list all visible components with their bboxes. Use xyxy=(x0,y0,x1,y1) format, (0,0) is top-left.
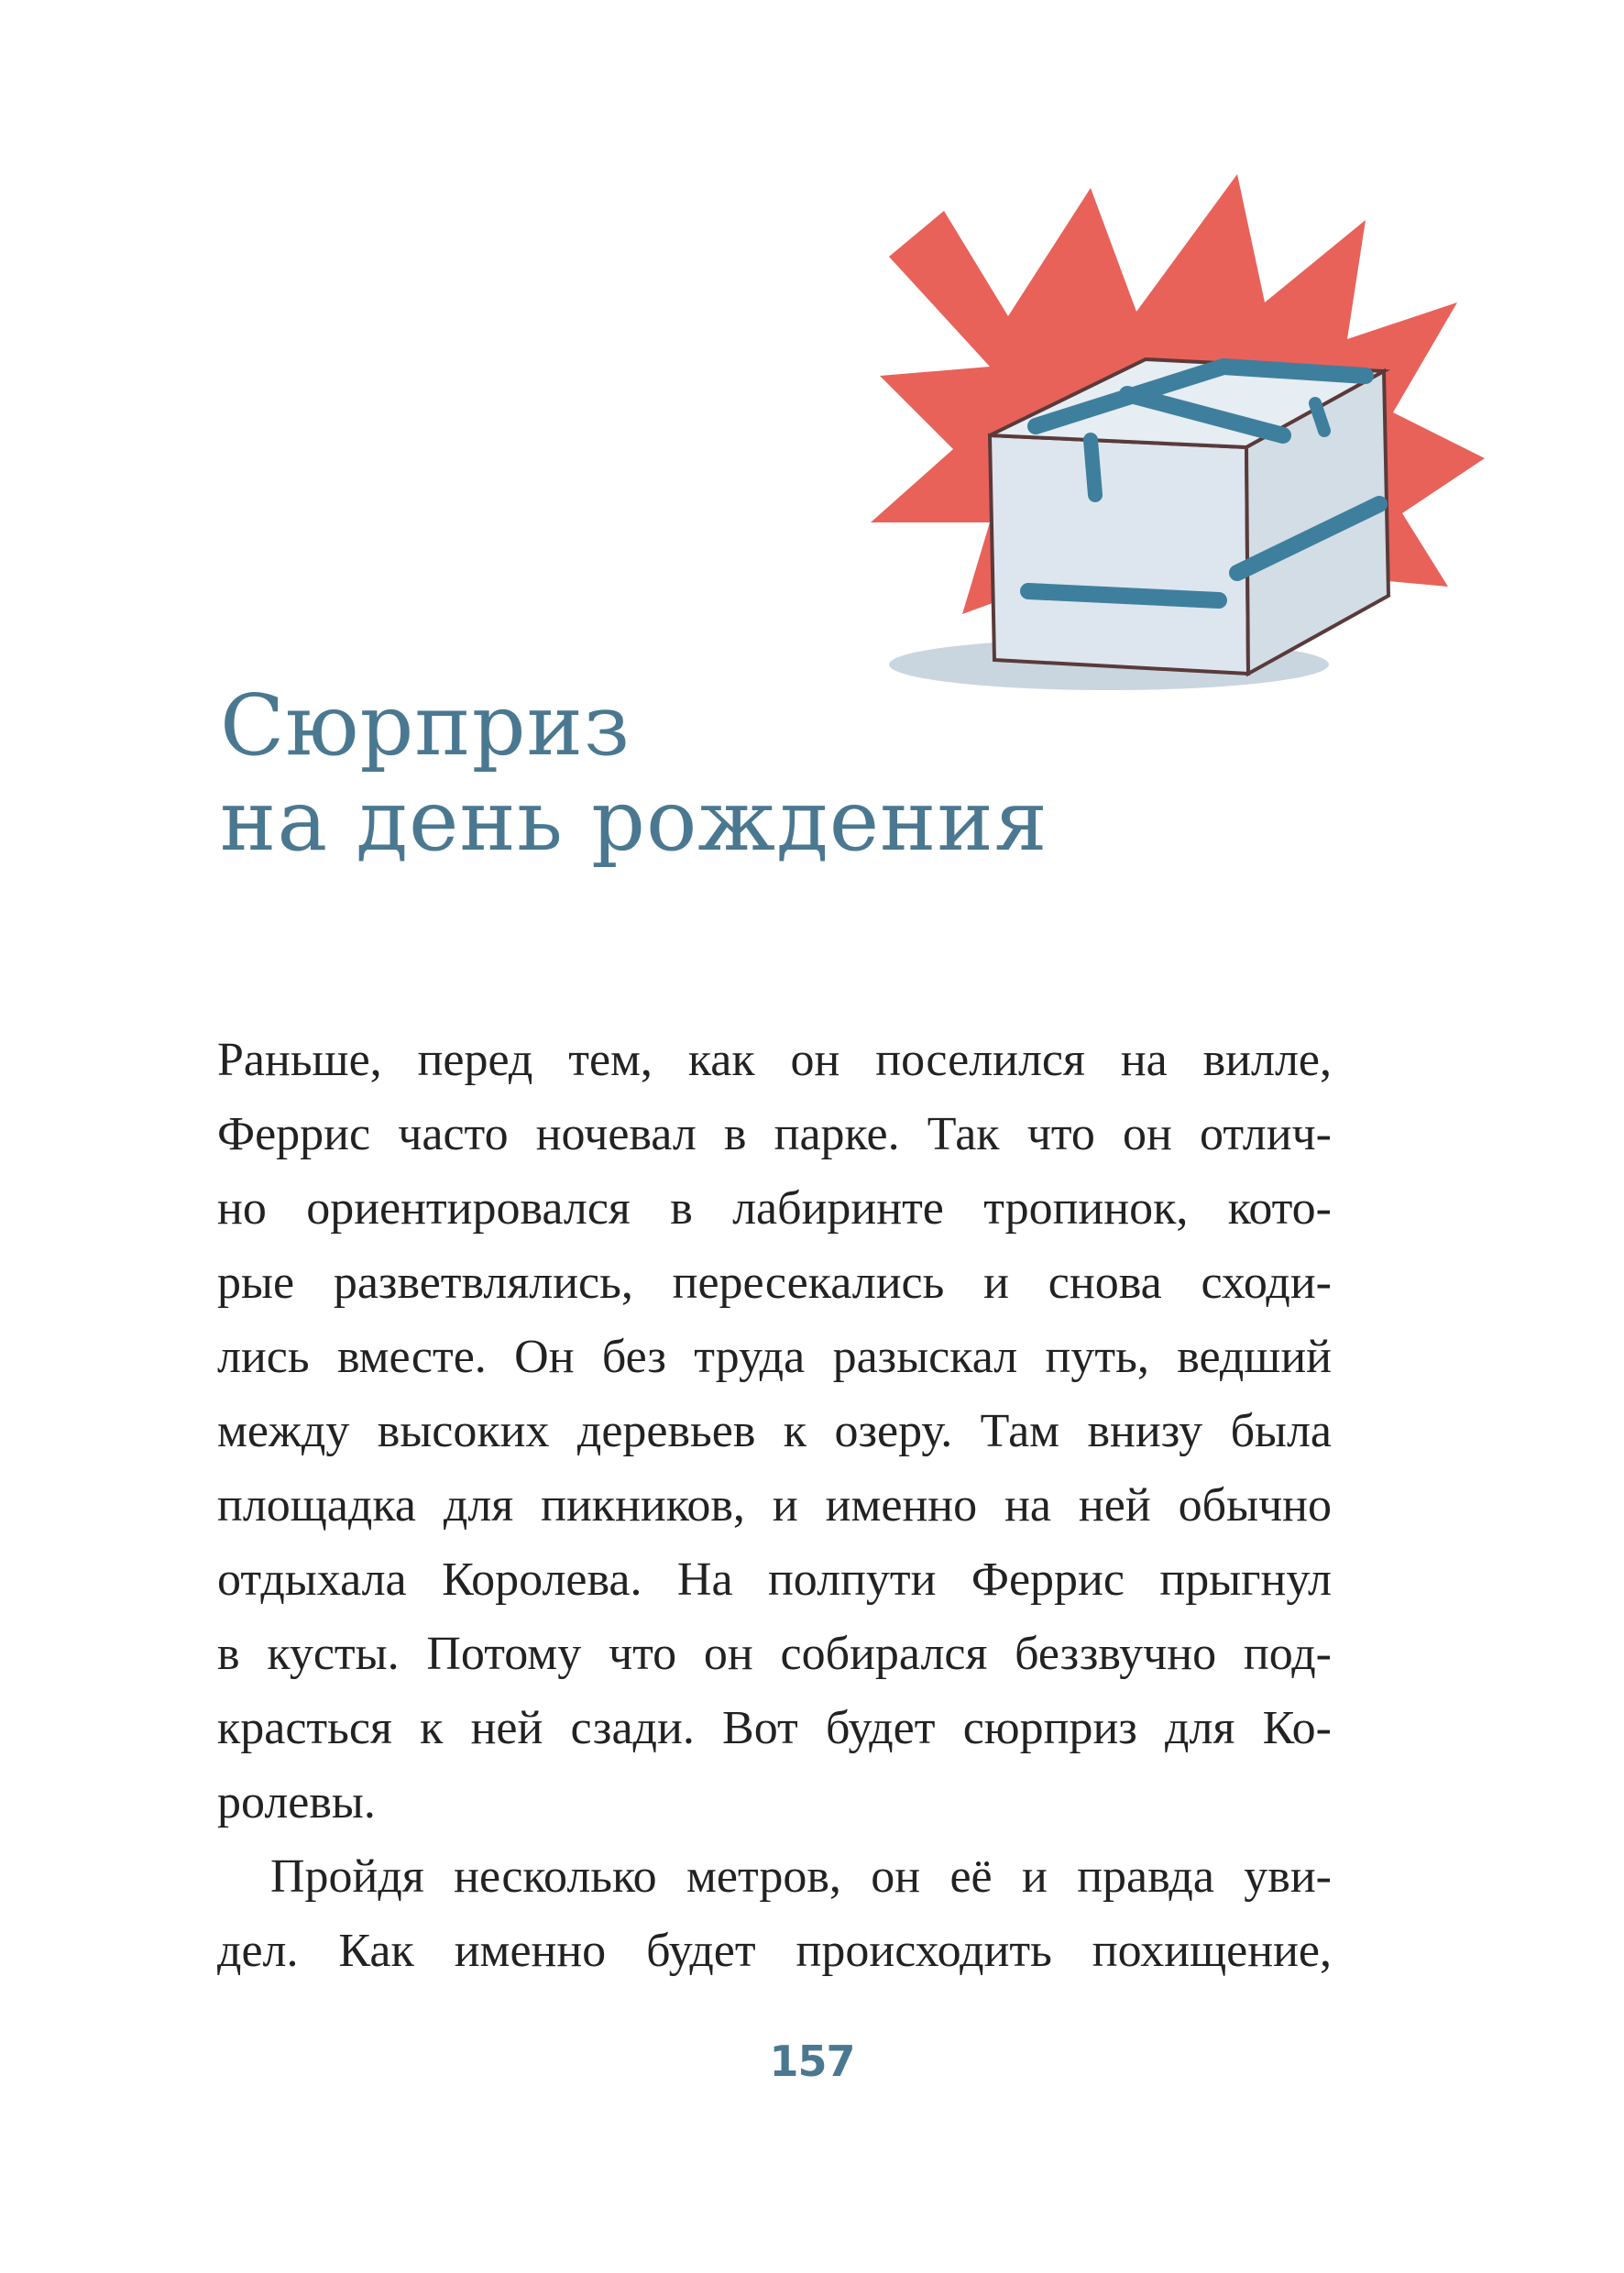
gift-box-illustration xyxy=(852,156,1494,706)
chapter-title xyxy=(220,678,1048,869)
paragraph-2 xyxy=(217,1839,1332,1988)
page-number: 157 xyxy=(769,2037,855,2086)
text-line: в кусты. Потому что он собирался беззвучно под- xyxy=(217,1628,1332,1680)
text-line: между высоких деревьев к озеру. Там внизу была xyxy=(217,1405,1332,1457)
text-line: ролевы. xyxy=(217,1776,376,1828)
text-line: Раньше, перед тем, как он поселился на вилле, xyxy=(217,1034,1332,1086)
text-line: Феррис часто ночевал в парке. Так что он отлич- xyxy=(217,1108,1332,1160)
gift-box-burst-icon xyxy=(852,156,1494,706)
paragraph-1 xyxy=(217,1023,1332,1839)
text-line: отдыхала Королева. На полпути Феррис прыгнул xyxy=(217,1554,1332,1606)
text-line: но ориентировался в лабиринте тропинок, кото- xyxy=(217,1182,1332,1235)
text-line: рые разветвлялись, пересекались и снова сходи- xyxy=(217,1257,1332,1309)
chapter-title-line-1: Сюрприз xyxy=(220,676,631,774)
text-line: площадка для пикников, и именно на ней обычно xyxy=(217,1479,1332,1532)
text-line: дел. Как именно будет происходить похищение, xyxy=(217,1925,1332,1977)
chapter-body xyxy=(217,1023,1332,1988)
chapter-title-line-2: на день рождения xyxy=(220,772,1048,870)
text-line: Пройдя несколько метров, он её и правда уви- xyxy=(270,1850,1332,1903)
text-line: красться к ней сзади. Вот будет сюрприз для Ко- xyxy=(217,1702,1332,1754)
text-line: лись вместе. Он без труда разыскал путь, ведший xyxy=(217,1331,1332,1383)
